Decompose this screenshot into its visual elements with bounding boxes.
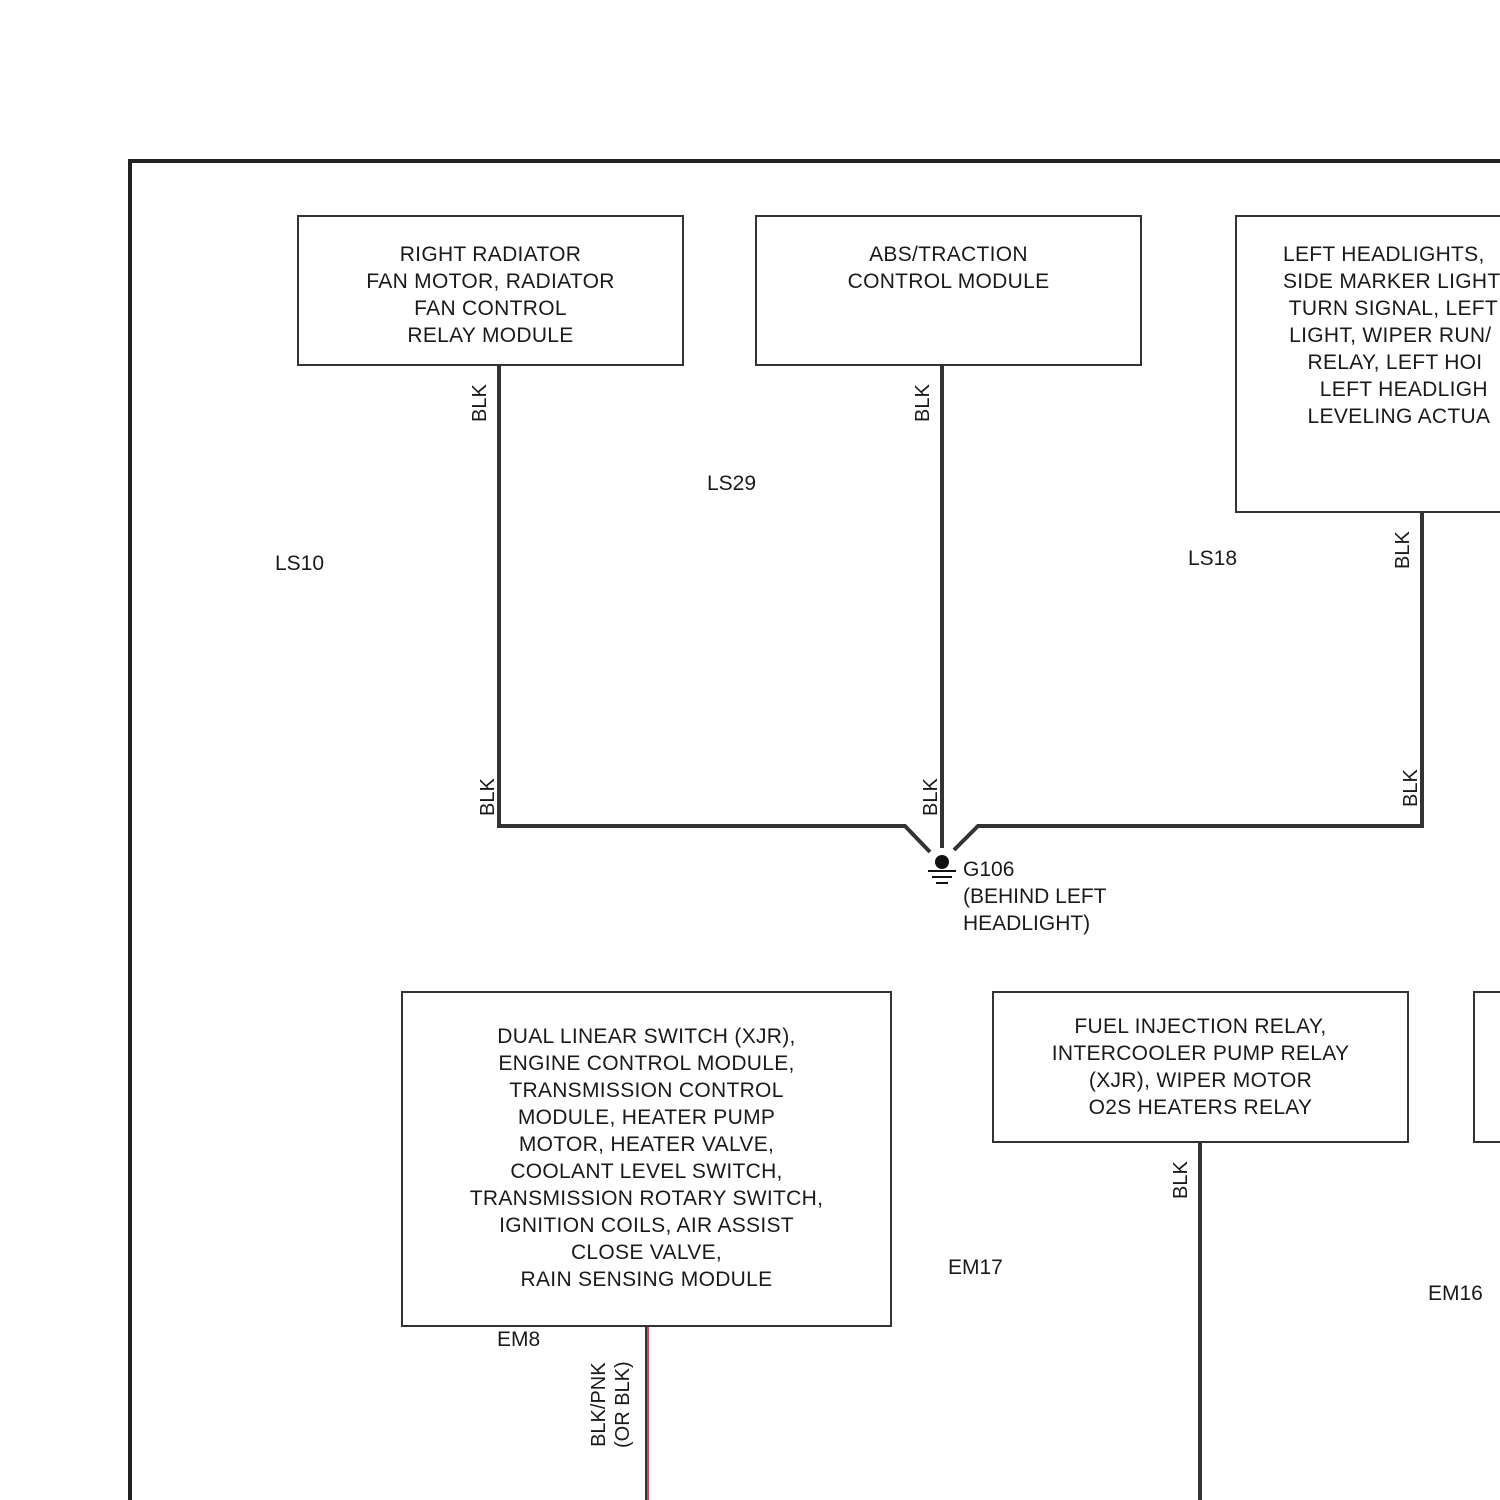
wire-color-label: BLK bbox=[477, 778, 499, 816]
connector-ls18-label: LS18 bbox=[1188, 547, 1238, 570]
ground-id-label: G106 bbox=[963, 858, 1015, 881]
wire-ls10 bbox=[499, 366, 930, 852]
connector-em8-label: EM8 bbox=[497, 1328, 541, 1351]
wire-color-label: BLK bbox=[920, 778, 942, 816]
ground-symbol-icon bbox=[928, 855, 956, 883]
component-right-radiator-label: RIGHT RADIATOR FAN MOTOR, RADIATOR FAN CONTROL RELAY MODULE bbox=[366, 243, 615, 347]
component-dual-linear-box bbox=[401, 991, 892, 1327]
wire-color-label: BLK bbox=[912, 384, 934, 422]
connector-ls29-label: LS29 bbox=[707, 472, 757, 495]
component-abs-traction-box bbox=[755, 215, 1142, 366]
connector-em16-label: EM16 bbox=[1428, 1282, 1483, 1305]
component-partial-box bbox=[1473, 991, 1500, 1143]
component-right-radiator-box bbox=[297, 215, 684, 366]
component-dual-linear-label: DUAL LINEAR SWITCH (XJR), ENGINE CONTROL MODULE, TRANSMISSION CONTROL MODULE, HEATER PUMP MOTOR, HEATER VALVE, COOLANT LEVEL SWITCH, TRANSMISSION ROTARY SWITCH, IGNITION COILS, AIR ASSIST CLOSE VALVE, RAIN SENSING MODULE bbox=[469, 1025, 824, 1291]
component-fuel-injection-box bbox=[992, 991, 1409, 1143]
wire-color-label: BLK bbox=[1400, 769, 1422, 807]
component-fuel-injection-label: FUEL INJECTION RELAY, INTERCOOLER PUMP RELAY (XJR), WIPER MOTOR O2S HEATERS RELAY bbox=[1051, 1015, 1350, 1119]
connector-em17-label: EM17 bbox=[948, 1256, 1003, 1279]
wire-color-label-blk-pnk: BLK/PNK (OR BLK) bbox=[588, 1361, 634, 1448]
component-left-headlights-box bbox=[1235, 215, 1500, 513]
wire-color-label: BLK bbox=[1170, 1161, 1192, 1199]
connector-ls10-label: LS10 bbox=[275, 552, 325, 575]
wire-color-label: BLK bbox=[1392, 531, 1414, 569]
wire-color-label: BLK bbox=[469, 384, 491, 422]
ground-location-label: (BEHIND LEFT HEADLIGHT) bbox=[963, 885, 1107, 935]
component-abs-traction-label: ABS/TRACTION CONTROL MODULE bbox=[847, 243, 1050, 293]
component-left-headlights-label: LEFT HEADLIGHTS, SIDE MARKER LIGHT TURN SIGNAL, LEFT LIGHT, WIPER RUN/ RELAY, LEFT HOI LEFT HEADLIGH LEVELING ACTUA bbox=[1283, 243, 1500, 428]
